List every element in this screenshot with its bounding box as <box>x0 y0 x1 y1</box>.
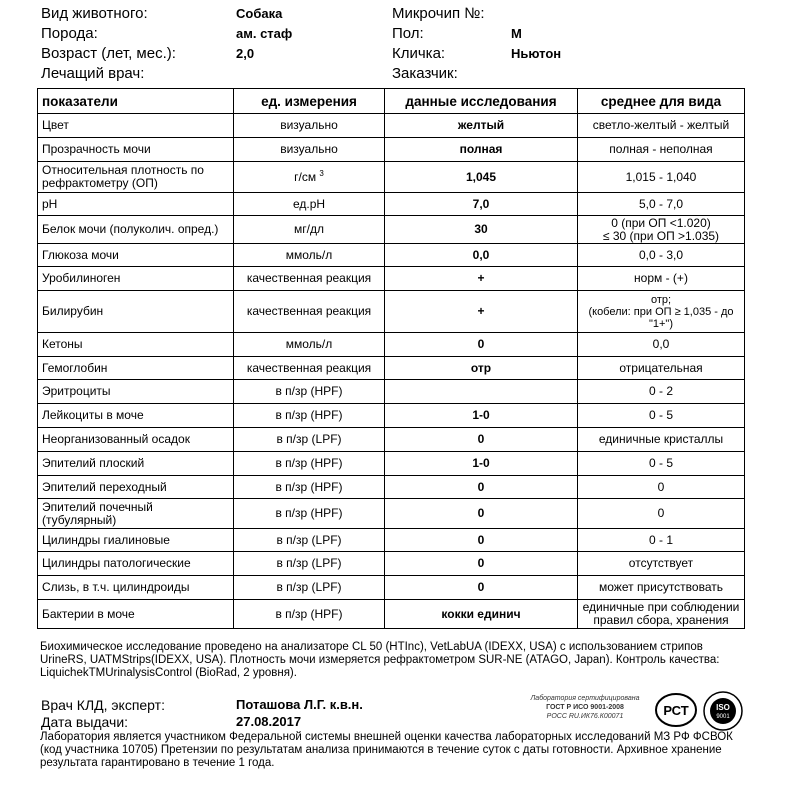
header-result: данные исследования <box>385 89 578 114</box>
issue-date-label: Дата выдачи: <box>41 714 129 730</box>
param-cell: Уробилиноген <box>38 267 234 291</box>
param-cell: Относительная плотность по рефрактометру (ОП) <box>38 162 234 193</box>
table-row <box>38 428 745 452</box>
param-cell: Глюкоза мочи <box>38 244 234 267</box>
unit-cell: качественная реакция <box>234 357 385 380</box>
iso-logo-text: ISO <box>716 703 730 712</box>
microchip-label: Микрочип №: <box>392 5 485 22</box>
table-row <box>38 114 745 138</box>
table-row <box>38 576 745 600</box>
pct-certification-logo-icon <box>654 692 698 728</box>
unit-superscript: 3 <box>319 168 324 178</box>
iso-logo-number: 9001 <box>716 714 730 720</box>
unit-text: г/см <box>294 169 317 184</box>
value-cell: 7,0 <box>385 193 578 216</box>
unit-cell: визуально <box>234 138 385 162</box>
value-cell: 0 <box>385 428 578 452</box>
ref-cell: полная - неполная <box>578 138 745 162</box>
ref-cell: единичные кристаллы <box>578 428 745 452</box>
expert-label: Врач КЛД, эксперт: <box>41 697 165 713</box>
table-row <box>38 216 745 244</box>
ref-cell: 0 (при ОП <1.020) ≤ 30 (при ОП >1.035) <box>578 216 745 244</box>
header-reference: среднее для вида <box>578 89 745 114</box>
value-cell: 0 <box>385 529 578 552</box>
value-cell: 1-0 <box>385 452 578 476</box>
unit-cell: в п/зр (HPF) <box>234 476 385 499</box>
unit-cell: в п/зр (HPF) <box>234 499 385 529</box>
ref-cell: 0 - 2 <box>578 380 745 404</box>
unit-cell: ммоль/л <box>234 333 385 357</box>
value-cell: 0 <box>385 499 578 529</box>
cert-line: РОСС RU.ИК76.К00071 <box>546 713 624 720</box>
value-cell: + <box>385 267 578 291</box>
param-cell: Белок мочи (полуколич. опред.) <box>38 216 234 244</box>
unit-cell: качественная реакция <box>234 267 385 291</box>
value-cell: + <box>385 291 578 333</box>
unit-cell: в п/зр (LPF) <box>234 529 385 552</box>
param-cell: Прозрачность мочи <box>38 138 234 162</box>
unit-cell: в п/зр (HPF) <box>234 452 385 476</box>
ref-cell: 0 - 5 <box>578 452 745 476</box>
param-cell: Эритроциты <box>38 380 234 404</box>
doctor-label: Лечащий врач: <box>41 65 145 82</box>
value-cell: 0,0 <box>385 244 578 267</box>
table-row <box>38 380 745 404</box>
param-cell: Эпителий переходный <box>38 476 234 499</box>
table-row <box>38 162 745 193</box>
unit-cell: ед.pH <box>234 193 385 216</box>
table-row <box>38 291 745 333</box>
param-cell: Эпителий почечный (тубулярный) <box>38 499 234 529</box>
param-cell: Кетоны <box>38 333 234 357</box>
ref-cell: может присутствовать <box>578 576 745 600</box>
table-row <box>38 357 745 380</box>
pet-name-label: Кличка: <box>392 45 446 62</box>
value-cell: кокки единич <box>385 600 578 629</box>
sex-value: М <box>511 26 522 41</box>
ref-cell: 1,015 - 1,040 <box>578 162 745 193</box>
unit-cell: качественная реакция <box>234 291 385 333</box>
ref-cell: 0 <box>578 476 745 499</box>
table-header-row <box>38 89 745 114</box>
sex-label: Пол: <box>392 25 424 42</box>
unit-cell: в п/зр (HPF) <box>234 404 385 428</box>
issue-date-value: 27.08.2017 <box>236 714 302 729</box>
age-label: Возраст (лет, мес.): <box>41 45 176 62</box>
param-cell: pH <box>38 193 234 216</box>
cert-line: ГОСТ Р ИСО 9001-2008 <box>546 704 624 711</box>
value-cell: 0 <box>385 552 578 576</box>
header-parameter: показатели <box>38 89 234 114</box>
unit-cell: в п/зр (LPF) <box>234 428 385 452</box>
ref-cell: 0,0 - 3,0 <box>578 244 745 267</box>
unit-cell: визуально <box>234 114 385 138</box>
table-row <box>38 333 745 357</box>
header-unit: ед. измерения <box>234 89 385 114</box>
table-row <box>38 244 745 267</box>
ref-cell: 0,0 <box>578 333 745 357</box>
unit-cell: в п/зр (LPF) <box>234 576 385 600</box>
value-cell: желтый <box>385 114 578 138</box>
client-label: Заказчик: <box>392 65 458 82</box>
table-row <box>38 267 745 291</box>
pct-logo-text: РСТ <box>663 703 689 718</box>
param-cell: Цилиндры гиалиновые <box>38 529 234 552</box>
expert-value: Поташова Л.Г. к.в.н. <box>236 697 363 712</box>
breed-value: ам. стаф <box>236 26 293 41</box>
param-cell: Цилиндры патологические <box>38 552 234 576</box>
table-row <box>38 476 745 499</box>
value-cell <box>385 380 578 404</box>
param-cell: Гемоглобин <box>38 357 234 380</box>
iso-9001-logo-icon <box>702 690 744 732</box>
cert-line: Лаборатория сертифицирована <box>530 695 640 702</box>
breed-label: Порода: <box>41 25 98 42</box>
param-cell: Неорганизованный осадок <box>38 428 234 452</box>
ref-cell: 0 <box>578 499 745 529</box>
ref-cell: отрицательная <box>578 357 745 380</box>
table-row <box>38 138 745 162</box>
ref-cell: 5,0 - 7,0 <box>578 193 745 216</box>
ref-cell: отсутствует <box>578 552 745 576</box>
table-row <box>38 600 745 629</box>
unit-cell: в п/зр (LPF) <box>234 552 385 576</box>
age-value: 2,0 <box>236 46 255 61</box>
ref-cell: 0 - 5 <box>578 404 745 428</box>
param-cell: Цвет <box>38 114 234 138</box>
ref-cell: отр; (кобели: при ОП ≥ 1,035 - до "1+") <box>578 291 745 333</box>
unit-cell: в п/зр (HPF) <box>234 600 385 629</box>
method-note: Биохимическое исследование проведено на анализаторе CL 50 (HTInc), VetLabUA (IDEXX, USA) с использованием стрипов UrineRS, UATMStrips(IDEXX, USA). Плотность мочи измеряется рефрактометром SUR-NE (ATAGO, Japan). Контроль качества: LiquichekTMUrinalysisControl (BioRad, 2 уровня). <box>40 641 720 679</box>
param-cell: Бактерии в моче <box>38 600 234 629</box>
param-cell: Лейкоциты в моче <box>38 404 234 428</box>
unit-cell <box>234 162 385 193</box>
table-row <box>38 193 745 216</box>
animal-value: Собака <box>236 6 283 21</box>
ref-cell: единичные при соблюдении правил сбора, хранения <box>578 600 745 629</box>
table-row <box>38 529 745 552</box>
value-cell: 0 <box>385 576 578 600</box>
param-cell: Билирубин <box>38 291 234 333</box>
value-cell: 30 <box>385 216 578 244</box>
table-row <box>38 552 745 576</box>
table-row <box>38 499 745 529</box>
pet-name-value: Ньютон <box>511 46 562 61</box>
unit-cell: ммоль/л <box>234 244 385 267</box>
param-cell: Слизь, в т.ч. цилиндроиды <box>38 576 234 600</box>
ref-cell: 0 - 1 <box>578 529 745 552</box>
animal-label: Вид животного: <box>41 5 148 22</box>
table-row <box>38 404 745 428</box>
table-row <box>38 452 745 476</box>
param-cell: Эпителий плоский <box>38 452 234 476</box>
results-table <box>37 88 745 629</box>
value-cell: 1-0 <box>385 404 578 428</box>
value-cell: 0 <box>385 476 578 499</box>
unit-cell: мг/дл <box>234 216 385 244</box>
value-cell: отр <box>385 357 578 380</box>
value-cell: 1,045 <box>385 162 578 193</box>
ref-cell: светло-желтый - желтый <box>578 114 745 138</box>
certification-block <box>518 694 652 721</box>
ref-cell: норм - (+) <box>578 267 745 291</box>
disclaimer: Лаборатория является участником Федеральной системы внешней оценки качества лабораторных исследований МЗ РФ ФСВОК (код участника 10705) Претензии по результатам анализа принимаются в течение суток с даты готовности. Архивное хранение результата гарантировано в течение 1 года. <box>40 731 733 769</box>
value-cell: полная <box>385 138 578 162</box>
value-cell: 0 <box>385 333 578 357</box>
unit-cell: в п/зр (HPF) <box>234 380 385 404</box>
